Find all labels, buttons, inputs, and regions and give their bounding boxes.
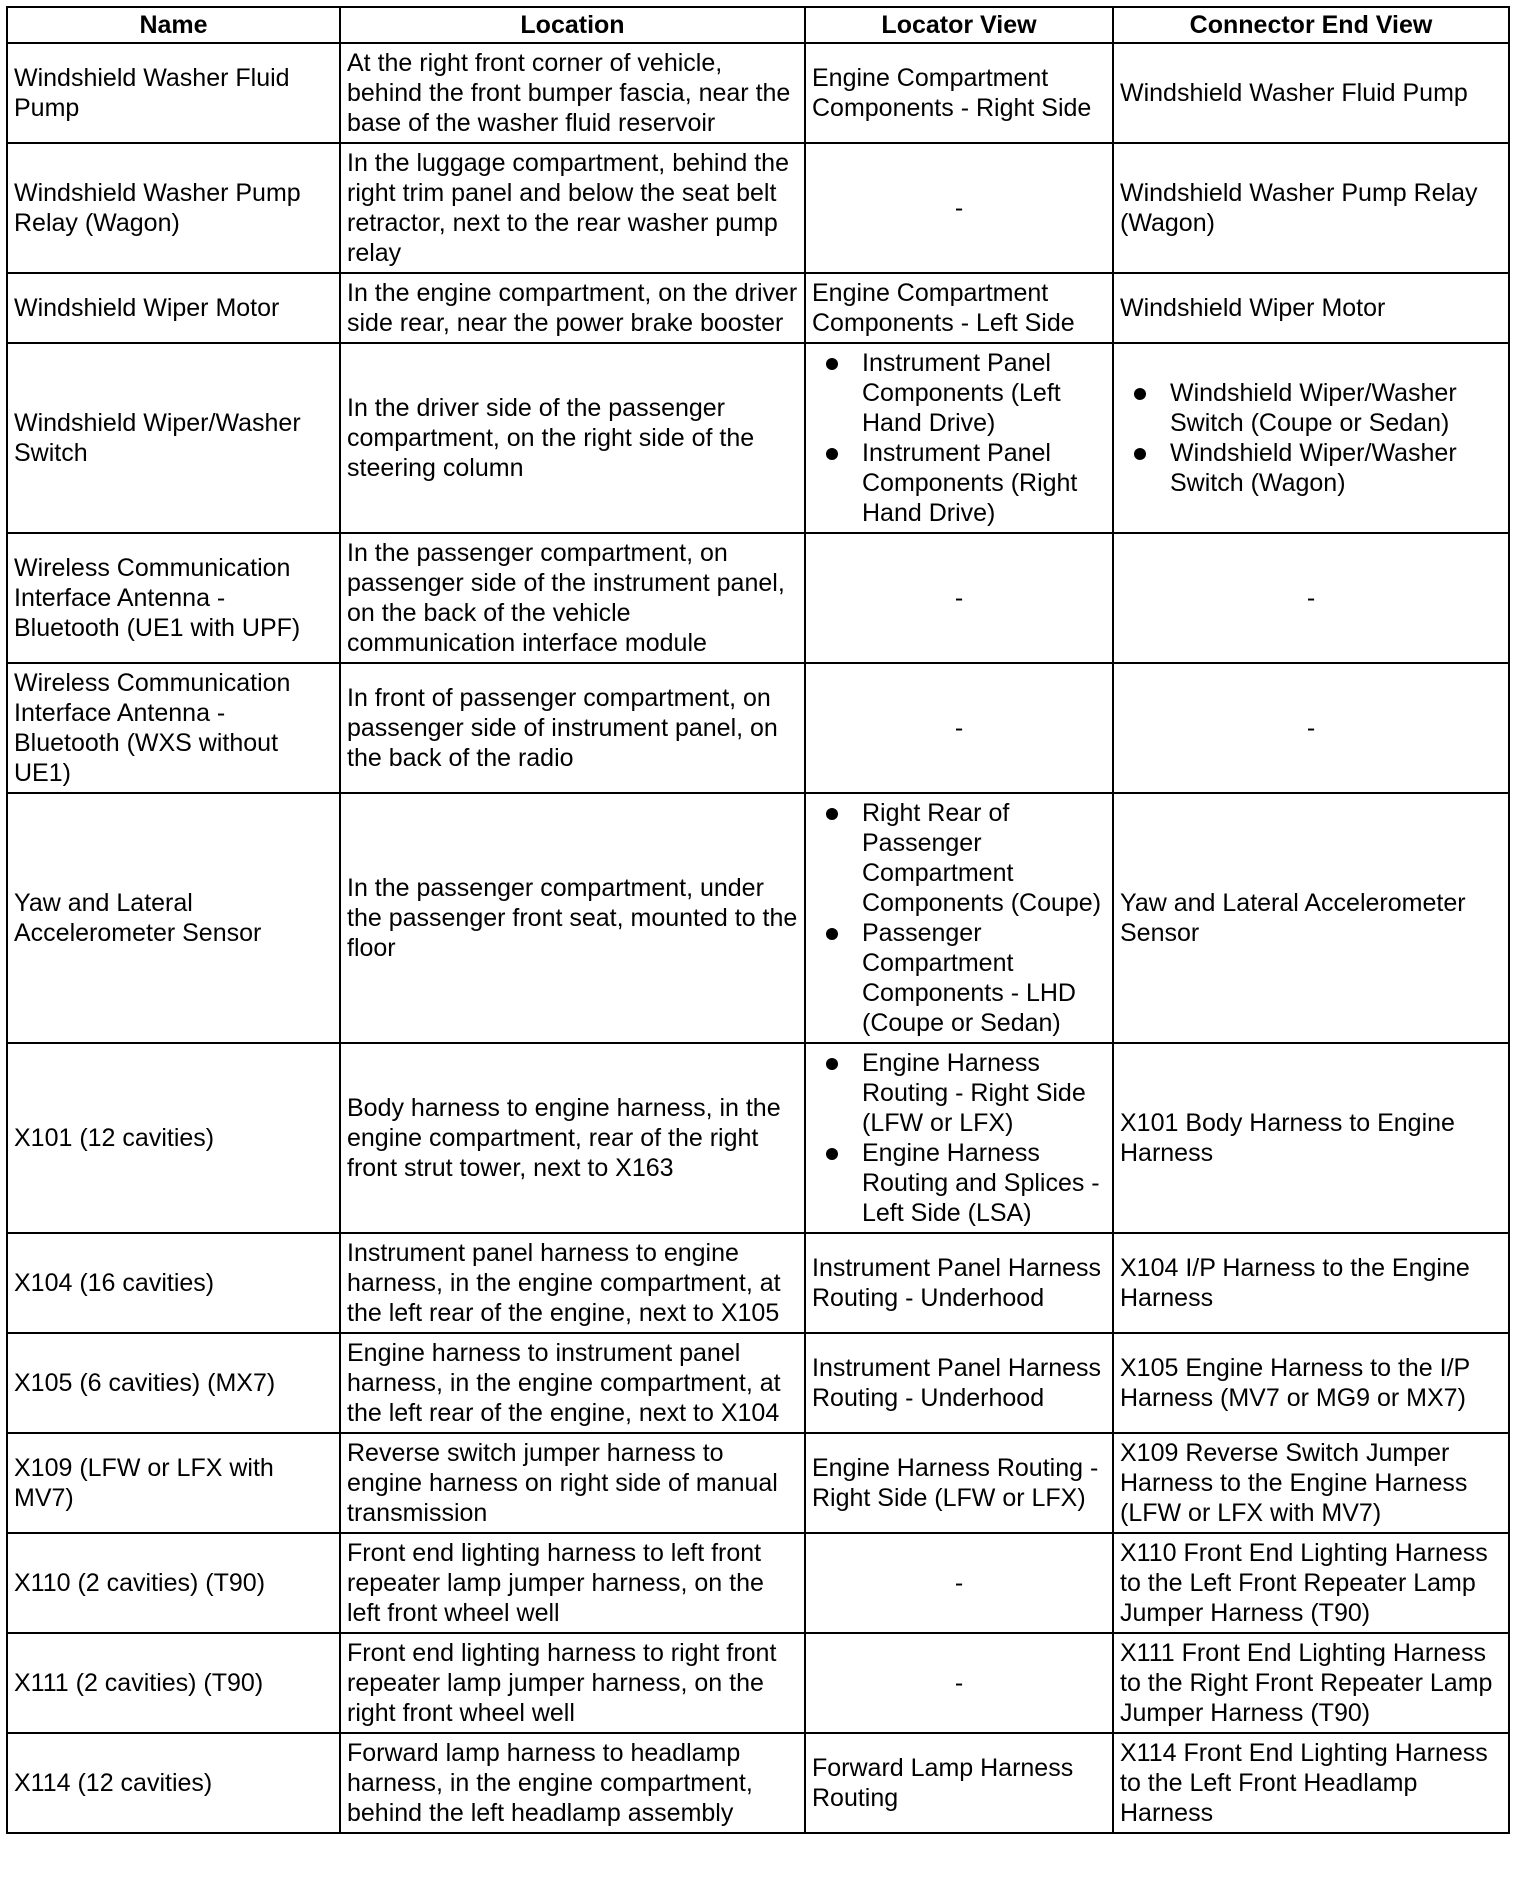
cell-locator-view: Engine Compartment Components - Left Side — [805, 273, 1113, 343]
bullet-text: Passenger Compartment Components - LHD (Coupe or Sedan) — [862, 919, 1076, 1037]
bullet-icon — [826, 1058, 838, 1070]
cell-name: X114 (12 cavities) — [7, 1733, 340, 1833]
cell-connector-end-view: X105 Engine Harness to the I/P Harness (MV7 or MG9 or MX7) — [1113, 1333, 1509, 1433]
cell-location: In the engine compartment, on the driver side rear, near the power brake booster — [340, 273, 805, 343]
cell-connector-end-view — [1113, 343, 1509, 533]
bullet-item — [812, 1138, 1106, 1228]
header-name: Name — [7, 7, 340, 43]
cell-locator-view: - — [805, 1633, 1113, 1733]
bullet-icon — [826, 928, 838, 940]
bullet-icon — [826, 808, 838, 820]
locator-bullet-list — [812, 1048, 1106, 1228]
cell-locator-view: Instrument Panel Harness Routing - Underhood — [805, 1233, 1113, 1333]
table-row — [7, 533, 1509, 663]
cell-connector-end-view: Windshield Wiper Motor — [1113, 273, 1509, 343]
cell-location: In the passenger compartment, under the passenger front seat, mounted to the floor — [340, 793, 805, 1043]
cell-locator-view: Engine Harness Routing - Right Side (LFW or LFX) — [805, 1433, 1113, 1533]
cell-name: X110 (2 cavities) (T90) — [7, 1533, 340, 1633]
table-row — [7, 1233, 1509, 1333]
cell-locator-view: - — [805, 533, 1113, 663]
bullet-item — [812, 918, 1106, 1038]
cell-location: Forward lamp harness to headlamp harness, in the engine compartment, behind the left headlamp assembly — [340, 1733, 805, 1833]
bullet-text: Instrument Panel Components (Left Hand Drive) — [862, 349, 1061, 437]
bullet-item — [812, 798, 1106, 918]
bullet-item — [1120, 438, 1502, 498]
table-row — [7, 1533, 1509, 1633]
cell-locator-view: Engine Compartment Components - Right Side — [805, 43, 1113, 143]
cell-locator-view — [805, 343, 1113, 533]
cell-name: X105 (6 cavities) (MX7) — [7, 1333, 340, 1433]
cell-connector-end-view: - — [1113, 663, 1509, 793]
cell-connector-end-view: X109 Reverse Switch Jumper Harness to the Engine Harness (LFW or LFX with MV7) — [1113, 1433, 1509, 1533]
component-locator-table — [6, 6, 1510, 1834]
cell-name: X104 (16 cavities) — [7, 1233, 340, 1333]
table-header — [7, 7, 1509, 43]
table-row — [7, 663, 1509, 793]
locator-bullet-list — [812, 348, 1106, 528]
bullet-icon — [1134, 448, 1146, 460]
cell-location: In the passenger compartment, on passenger side of the instrument panel, on the back of the vehicle communication interface module — [340, 533, 805, 663]
cell-connector-end-view: X111 Front End Lighting Harness to the Right Front Repeater Lamp Jumper Harness (T90) — [1113, 1633, 1509, 1733]
cell-connector-end-view: Windshield Washer Pump Relay (Wagon) — [1113, 143, 1509, 273]
table-row — [7, 1733, 1509, 1833]
cell-locator-view: - — [805, 1533, 1113, 1633]
bullet-item — [1120, 378, 1502, 438]
bullet-text: Engine Harness Routing - Right Side (LFW or LFX) — [862, 1049, 1086, 1137]
cell-location: At the right front corner of vehicle, behind the front bumper fascia, near the base of the washer fluid reservoir — [340, 43, 805, 143]
bullet-icon — [826, 1148, 838, 1160]
cell-location: In front of passenger compartment, on passenger side of instrument panel, on the back of the radio — [340, 663, 805, 793]
bullet-item — [812, 348, 1106, 438]
locator-bullet-list — [812, 798, 1106, 1038]
cell-connector-end-view: Yaw and Lateral Accelerometer Sensor — [1113, 793, 1509, 1043]
cell-location: In the driver side of the passenger compartment, on the right side of the steering column — [340, 343, 805, 533]
bullet-text: Instrument Panel Components (Right Hand Drive) — [862, 439, 1078, 527]
cell-location: Front end lighting harness to right front repeater lamp jumper harness, on the right front wheel well — [340, 1633, 805, 1733]
table-row — [7, 343, 1509, 533]
header-locator-view: Locator View — [805, 7, 1113, 43]
cell-connector-end-view: - — [1113, 533, 1509, 663]
component-locator-table-container — [6, 6, 1508, 1834]
cell-locator-view — [805, 1043, 1113, 1233]
cell-connector-end-view: X114 Front End Lighting Harness to the Left Front Headlamp Harness — [1113, 1733, 1509, 1833]
bullet-text: Right Rear of Passenger Compartment Components (Coupe) — [862, 799, 1102, 917]
bullet-icon — [826, 358, 838, 370]
header-location: Location — [340, 7, 805, 43]
table-row — [7, 273, 1509, 343]
cell-location: Instrument panel harness to engine harness, in the engine compartment, at the left rear of the engine, next to X105 — [340, 1233, 805, 1333]
table-row — [7, 1043, 1509, 1233]
cell-connector-end-view: X101 Body Harness to Engine Harness — [1113, 1043, 1509, 1233]
bullet-item — [812, 438, 1106, 528]
cell-name: X101 (12 cavities) — [7, 1043, 340, 1233]
bullet-text: Engine Harness Routing and Splices - Left Side (LSA) — [862, 1139, 1100, 1227]
table-body — [7, 43, 1509, 1833]
cell-name: Windshield Wiper Motor — [7, 273, 340, 343]
cell-locator-view: Forward Lamp Harness Routing — [805, 1733, 1113, 1833]
cell-location: Front end lighting harness to left front repeater lamp jumper harness, on the left front wheel well — [340, 1533, 805, 1633]
cell-location: Engine harness to instrument panel harness, in the engine compartment, at the left rear of the engine, next to X104 — [340, 1333, 805, 1433]
cell-location: Body harness to engine harness, in the engine compartment, rear of the right front strut tower, next to X163 — [340, 1043, 805, 1233]
cell-locator-view: - — [805, 663, 1113, 793]
cell-location: In the luggage compartment, behind the right trim panel and below the seat belt retractor, next to the rear washer pump relay — [340, 143, 805, 273]
cell-locator-view: - — [805, 143, 1113, 273]
cell-connector-end-view: Windshield Washer Fluid Pump — [1113, 43, 1509, 143]
header-row — [7, 7, 1509, 43]
connector-bullet-list — [1120, 378, 1502, 498]
table-row — [7, 43, 1509, 143]
cell-location: Reverse switch jumper harness to engine harness on right side of manual transmission — [340, 1433, 805, 1533]
cell-locator-view: Instrument Panel Harness Routing - Underhood — [805, 1333, 1113, 1433]
cell-connector-end-view: X104 I/P Harness to the Engine Harness — [1113, 1233, 1509, 1333]
table-row — [7, 793, 1509, 1043]
table-row — [7, 1333, 1509, 1433]
table-row — [7, 143, 1509, 273]
cell-name: X111 (2 cavities) (T90) — [7, 1633, 340, 1733]
bullet-text: Windshield Wiper/Washer Switch (Wagon) — [1170, 439, 1457, 497]
bullet-icon — [826, 448, 838, 460]
cell-name: Wireless Communication Interface Antenna - Bluetooth (UE1 with UPF) — [7, 533, 340, 663]
bullet-text: Windshield Wiper/Washer Switch (Coupe or Sedan) — [1170, 379, 1457, 437]
table-row — [7, 1433, 1509, 1533]
cell-name: Windshield Washer Fluid Pump — [7, 43, 340, 143]
cell-name: Windshield Wiper/Washer Switch — [7, 343, 340, 533]
cell-name: Windshield Washer Pump Relay (Wagon) — [7, 143, 340, 273]
bullet-icon — [1134, 388, 1146, 400]
bullet-item — [812, 1048, 1106, 1138]
cell-name: Wireless Communication Interface Antenna - Bluetooth (WXS without UE1) — [7, 663, 340, 793]
cell-locator-view — [805, 793, 1113, 1043]
cell-connector-end-view: X110 Front End Lighting Harness to the Left Front Repeater Lamp Jumper Harness (T90) — [1113, 1533, 1509, 1633]
cell-name: Yaw and Lateral Accelerometer Sensor — [7, 793, 340, 1043]
table-row — [7, 1633, 1509, 1733]
cell-name: X109 (LFW or LFX with MV7) — [7, 1433, 340, 1533]
header-connector-end-view: Connector End View — [1113, 7, 1509, 43]
